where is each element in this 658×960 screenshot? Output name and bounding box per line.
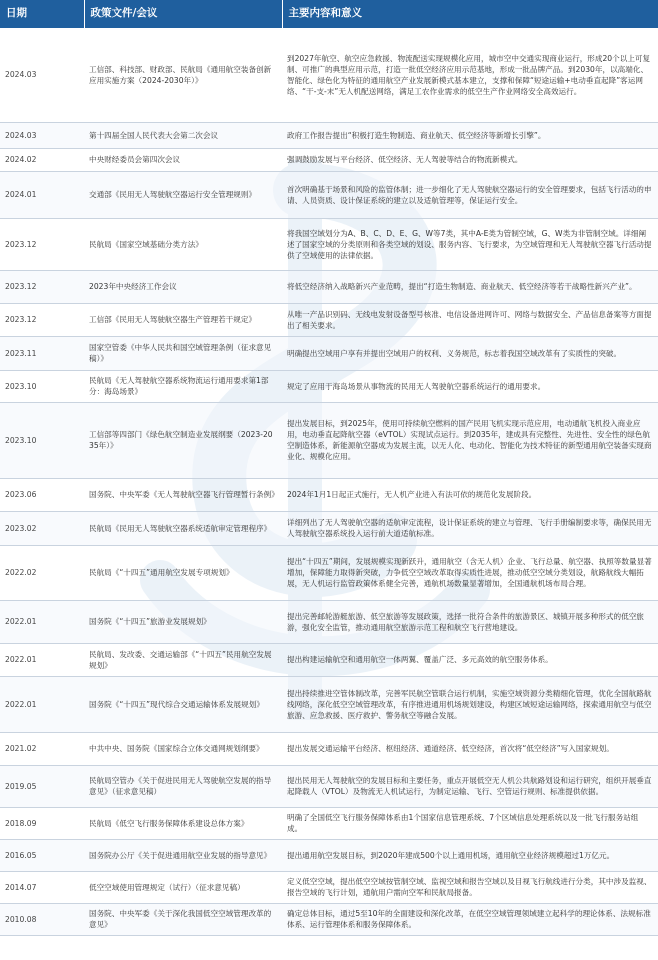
content-cell: 提出发展交通运输平台经济、枢纽经济、通道经济、低空经济，首次将“低空经济”写入国家规划。 — [282, 732, 658, 765]
date-cell: 2023.10 — [0, 370, 84, 402]
policy-cell: 国务院《“十四五”现代综合交通运输体系发展规划》 — [84, 676, 282, 732]
content-cell: 强调鼓励发展与平台经济、低空经济、无人驾驶等结合的物流新模式。 — [282, 148, 658, 171]
table-header-row — [0, 0, 658, 28]
policy-cell: 2023年中央经济工作会议 — [84, 270, 282, 303]
policy-cell: 国务院、中央军委《关于深化我国低空空域管理改革的意见》 — [84, 903, 282, 935]
content-cell: 确定总体目标，通过5至10年的全面建设和深化改革，在低空空域管理领域建立起科学的理论体系、法规标准体系、运行管理体系和服务保障体系。 — [282, 903, 658, 935]
table-row — [0, 270, 658, 303]
policy-cell: 工信部、科技部、财政部、民航局《通用航空装备创新应用实施方案（2024-2030年）》 — [84, 28, 282, 122]
content-cell: 提出完善邮轮游艇旅游、低空旅游等发展政策，选择一批符合条件的旅游景区、城镇开展多种形式的低空旅游，强化安全监管，推动通用航空旅游示范工程和航空飞行营地建设。 — [282, 600, 658, 643]
policy-cell: 民航局《无人驾驶航空器系统物流运行通用要求第1部分：海岛场景》 — [84, 370, 282, 402]
policy-cell: 民航局、发改委、交通运输部《“十四五”民用航空发展规划》 — [84, 643, 282, 676]
date-cell: 2023.12 — [0, 218, 84, 270]
policy-cell: 低空空域使用管理规定（试行）（征求意见稿） — [84, 871, 282, 903]
date-cell: 2024.03 — [0, 28, 84, 122]
content-cell: 提出“十四五”期间，发展规模实现新跃升，通用航空（含无人机）企业、飞行总量、航空器、执照等数量显著增加，保障能力取得新突破，力争低空空域改革取得实质性进展，推动低空空域分类划设，航路航线大幅拓展，无人机运行监管政策体系健全完善，通航机场数量显著增加，全国通航机场布局合理。 — [282, 545, 658, 600]
policy-cell: 民航局《国家空域基础分类方法》 — [84, 218, 282, 270]
table-row — [0, 218, 658, 270]
header-date: 日期 — [0, 0, 84, 28]
date-cell: 2021.02 — [0, 732, 84, 765]
header-content: 主要内容和意义 — [282, 0, 658, 28]
content-cell: 到2027年航空、航空应急救援、物流配送实现规模化应用，城市空中交通实现商业运行，形成20个以上可复制、可推广的典型应用示范，打造一批低空经济应用示范基地，形成一批品牌产品。到2030年，以高端化、智能化、绿色化为特征的通用航空产业发展新模式基本建立，支撑和保障“短途运输+电动垂直起降”客运网络、“干-支-末”无人机配送网络，满足工农作业需求的低空生产作业网络安全高效运行。 — [282, 28, 658, 122]
table-row — [0, 732, 658, 765]
policy-cell: 民航局《民用无人驾驶航空器系统适航审定管理程序》 — [84, 511, 282, 545]
policy-cell: 国家空管委《中华人民共和国空域管理条例（征求意见稿）》 — [84, 336, 282, 370]
header-policy: 政策文件/会议 — [84, 0, 282, 28]
date-cell: 2019.05 — [0, 765, 84, 807]
content-cell: 明确提出空域用户享有并提出空域用户的权利、义务规范，标志着我国空域改革有了实质性的突破。 — [282, 336, 658, 370]
table-row — [0, 765, 658, 807]
content-cell: 将我国空域划分为A、B、C、D、E、G、W等7类，其中A-E类为管制空域，G、W类为非管制空域。详细阐述了国家空域的分类原则和各类空域的划设、服务内容、飞行要求，为空域管理和无人驾驶航空器飞行活动提供了空域使用的法律依据。 — [282, 218, 658, 270]
content-cell: 详细列出了无人驾驶航空器的适航审定流程，设计保证系统的建立与管理、飞行手册编制要求等，确保民用无人驾驶航空器系统投入运行前大道适航标准。 — [282, 511, 658, 545]
date-cell: 2024.01 — [0, 171, 84, 218]
table-row — [0, 148, 658, 171]
table-row — [0, 839, 658, 871]
policy-cell: 交通部《民用无人驾驶航空器运行安全管理规则》 — [84, 171, 282, 218]
table-row — [0, 511, 658, 545]
table-row — [0, 676, 658, 732]
policy-cell: 国务院《“十四五”旅游业发展规划》 — [84, 600, 282, 643]
content-cell: 提出持续推进空管体制改革，完善军民航空管联合运行机制，实施空域资源分类精细化管理，优化全国航路航线网络，深化低空空域管理改革，有序推进通用机场规划建设，构建区域短途运输网络，探索通用航空与低空旅游、应急救援、医疗救护、警务航空等融合发展。 — [282, 676, 658, 732]
policy-cell: 民航局空管办《关于促进民用无人驾驶航空发展的指导意见》（征求意见稿） — [84, 765, 282, 807]
table-row — [0, 171, 658, 218]
date-cell: 2024.02 — [0, 148, 84, 171]
policy-cell: 国务院、中央军委《无人驾驶航空器飞行管理暂行条例》 — [84, 478, 282, 511]
policy-cell: 中央财经委员会第四次会议 — [84, 148, 282, 171]
content-cell: 定义低空空域，提出低空空域按管制空域、监视空域和报告空域以及目视飞行航线进行分类，其中涉及监视、报告空域的飞行计划，通航用户需向空军和民航局报备。 — [282, 871, 658, 903]
content-cell: 从唯一产品识别码、无线电发射设备型号核准、电信设备进网许可、网络与数据安全、产品信息备案等方面提出了相关要求。 — [282, 303, 658, 336]
table-row — [0, 303, 658, 336]
policy-cell: 中共中央、国务院《国家综合立体交通网规划纲要》 — [84, 732, 282, 765]
date-cell: 2014.07 — [0, 871, 84, 903]
date-cell: 2022.01 — [0, 643, 84, 676]
content-cell: 政府工作报告提出“积极打造生物制造、商业航天、低空经济等新增长引擎”。 — [282, 122, 658, 148]
date-cell: 2023.12 — [0, 270, 84, 303]
content-cell: 2024年1月1日起正式施行，无人机产业进入有法可依的规范化发展阶段。 — [282, 478, 658, 511]
date-cell: 2022.01 — [0, 676, 84, 732]
table-row — [0, 402, 658, 478]
date-cell: 2022.02 — [0, 545, 84, 600]
content-cell: 提出民用无人驾驶航空的发展目标和主要任务，重点开展低空无人机公共航路划设和运行研究，组织开展垂直起降载人（VTOL）及物流无人机试运行，为制定运输、飞行、空管运行规则、标准提供依据。 — [282, 765, 658, 807]
policy-cell: 第十四届全国人民代表大会第二次会议 — [84, 122, 282, 148]
content-cell: 提出通用航空发展目标，到2020年建成500个以上通用机场，通用航空业经济规模超过1万亿元。 — [282, 839, 658, 871]
table-row — [0, 871, 658, 903]
content-cell: 提出发展目标，到2025年，使用可持续航空燃料的国产民用飞机实现示范应用，电动通航飞机投入商业应用，电动垂直起降航空器（eVTOL）实现试点运行。到2035年，建成具有完整性、先进性、安全性的绿色航空制造体系，新能源航空器成为发展主流，以无人化、电动化、智能化为技术特征的新型通用航空装备实现商业化、规模化应用。 — [282, 402, 658, 478]
table-row — [0, 478, 658, 511]
table-row — [0, 600, 658, 643]
policy-cell: 工信部等四部门《绿色航空制造业发展纲要（2023-2035年）》 — [84, 402, 282, 478]
date-cell: 2023.10 — [0, 402, 84, 478]
table-row — [0, 643, 658, 676]
policy-cell: 民航局《低空飞行服务保障体系建设总体方案》 — [84, 807, 282, 839]
table-row — [0, 28, 658, 122]
content-cell: 明确了全国低空飞行服务保障体系由1个国家信息管理系统、7个区域信息处理系统以及一批飞行服务站组成。 — [282, 807, 658, 839]
policy-cell: 工信部《民用无人驾驶航空器生产管理若干规定》 — [84, 303, 282, 336]
table-row — [0, 903, 658, 935]
date-cell: 2018.09 — [0, 807, 84, 839]
date-cell: 2023.12 — [0, 303, 84, 336]
content-cell: 将低空经济纳入战略新兴产业范畴，提出“打造生物制造、商业航天、低空经济等若干战略性新兴产业”。 — [282, 270, 658, 303]
date-cell: 2023.11 — [0, 336, 84, 370]
table-row — [0, 336, 658, 370]
table-row — [0, 370, 658, 402]
policy-cell: 国务院办公厅《关于促进通用航空业发展的指导意见》 — [84, 839, 282, 871]
date-cell: 2016.05 — [0, 839, 84, 871]
table-row — [0, 807, 658, 839]
table-row — [0, 122, 658, 148]
policy-cell: 民航局《“十四五”通用航空发展专项规划》 — [84, 545, 282, 600]
content-cell: 提出构建运输航空和通用航空一体两翼、覆盖广泛、多元高效的航空服务体系。 — [282, 643, 658, 676]
table-row — [0, 545, 658, 600]
date-cell: 2023.02 — [0, 511, 84, 545]
content-cell: 规定了应用于海岛场景从事物流的民用无人驾驶航空器系统运行的通用要求。 — [282, 370, 658, 402]
date-cell: 2010.08 — [0, 903, 84, 935]
table-body — [0, 28, 658, 935]
date-cell: 2023.06 — [0, 478, 84, 511]
date-cell: 2024.03 — [0, 122, 84, 148]
content-cell: 首次明确基于场景和风险的监管体制；进一步细化了无人驾驶航空器运行的安全管理要求，包括飞行活动的申请、人员资质、设计保证系统的建立以及适航管理等，保证运行安全。 — [282, 171, 658, 218]
date-cell: 2022.01 — [0, 600, 84, 643]
